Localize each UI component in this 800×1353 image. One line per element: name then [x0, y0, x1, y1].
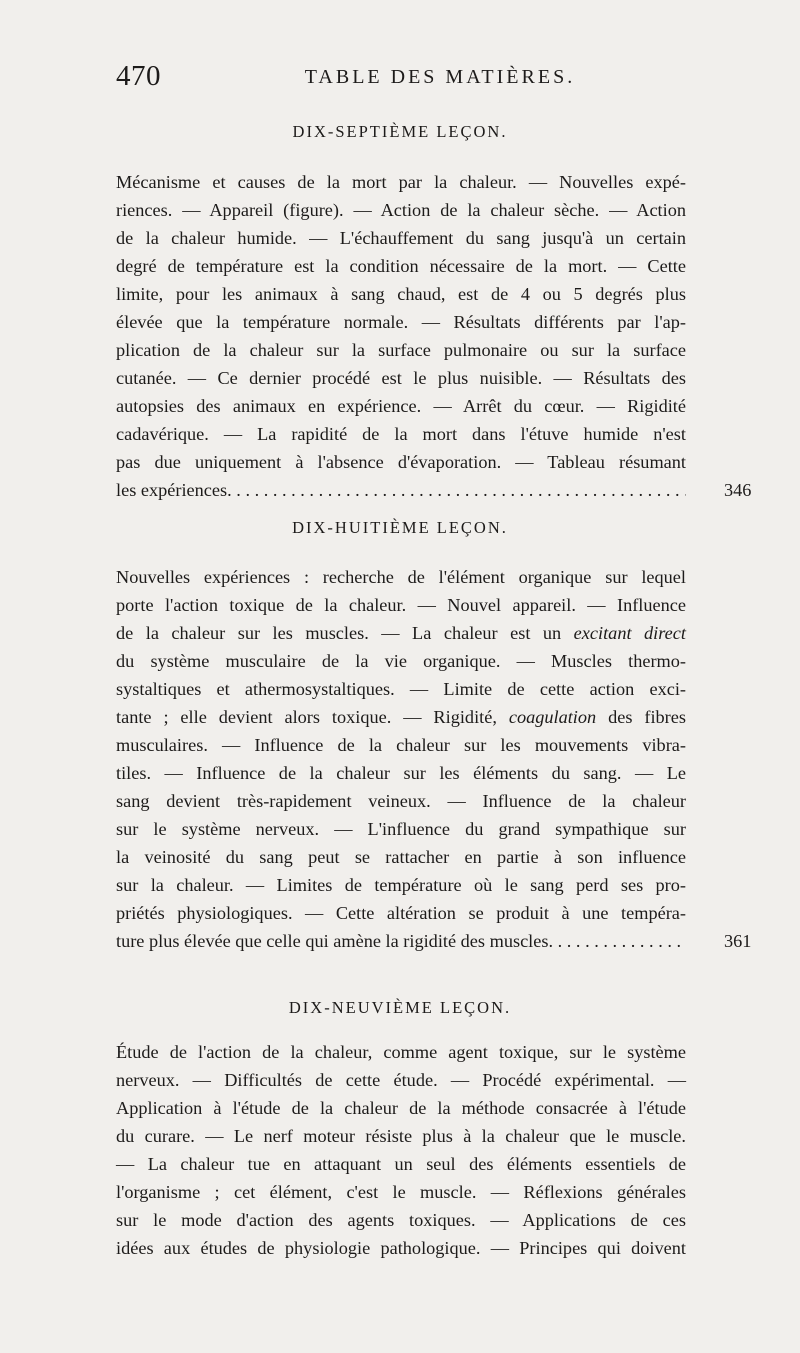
italic-term: coagulation — [508, 707, 597, 727]
lesson-title: DIX-HUITIÈME LEÇON. — [292, 518, 508, 537]
page-number: 470 — [116, 60, 161, 92]
text-line: Étude de l'action de la chaleur, comme agent toxique, sur le système — [116, 1042, 686, 1062]
lesson-summary-19 — [116, 1038, 686, 1262]
page-reference: 361 — [724, 931, 752, 951]
text-line: pas due uniquement à l'absence d'évaporation. — Tableau résumant — [116, 452, 686, 472]
text-line: Nouvelles expériences : recherche de l'élément organique sur lequel — [116, 567, 686, 587]
text-line: de la chaleur humide. — L'échauffement du sang jusqu'à un certain — [116, 228, 686, 248]
text-line-with-leader — [116, 476, 686, 504]
text-line: l'organisme ; cet élément, c'est le muscle. — Réflexions générales — [116, 1182, 686, 1202]
text-line-with-leader — [116, 927, 686, 955]
text-line: tiles. — Influence de la chaleur sur les éléments du sang. — Le — [116, 763, 686, 783]
text-fragment: des fibres — [596, 707, 686, 727]
text-line: autopsies des animaux en expérience. — Arrêt du cœur. — Rigidité — [116, 396, 686, 416]
running-head: TABLE DES MATIÈRES. — [304, 66, 576, 88]
text-line: sur la chaleur. — Limites de température où le sang perd ses pro- — [116, 875, 686, 895]
page-reference: 346 — [724, 480, 752, 500]
text-line: du système musculaire de la vie organique. — Muscles thermo- — [116, 651, 686, 671]
lesson-title: DIX-NEUVIÈME LEÇON. — [288, 998, 512, 1017]
dot-leader — [549, 927, 687, 955]
text-line: sang devient très-rapidement veineux. — Influence de la chaleur — [116, 791, 686, 811]
text-line: systaltiques et athermosystaltiques. — Limite de cette action exci- — [116, 679, 686, 699]
italic-term: excitant direct — [573, 623, 686, 643]
text-fragment: de la chaleur sur les muscles. — La chaleur est un — [116, 623, 574, 643]
text-line: musculaires. — Influence de la chaleur sur les mouvements vibra- — [116, 735, 686, 755]
text-line: Application à l'étude de la chaleur de la méthode consacrée à l'étude — [116, 1098, 686, 1118]
text-line: degré de température est la condition nécessaire de la mort. — Cette — [116, 256, 686, 276]
dot-leader — [227, 476, 686, 504]
lesson-title: DIX-SEPTIÈME LEÇON. — [292, 122, 508, 141]
final-text: les expériences — [116, 480, 228, 500]
lesson-heading-19 — [0, 998, 800, 1018]
text-line: du curare. — Le nerf moteur résiste plus à la chaleur que le muscle. — [116, 1126, 686, 1146]
text-line: cadavérique. — La rapidité de la mort dans l'étuve humide n'est — [116, 424, 686, 444]
text-line: limite, pour les animaux à sang chaud, est de 4 ou 5 degrés plus — [116, 284, 686, 304]
text-line: riences. — Appareil (figure). — Action de la chaleur sèche. — Action — [116, 200, 686, 220]
text-line — [116, 619, 686, 647]
text-line: porte l'action toxique de la chaleur. — Nouvel appareil. — Influence — [116, 595, 686, 615]
lesson-heading-17 — [0, 122, 800, 142]
text-line: la veinosité du sang peut se rattacher en partie à son influence — [116, 847, 686, 867]
text-line: sur le mode d'action des agents toxiques. — Applications de ces — [116, 1210, 686, 1230]
text-line: idées aux études de physiologie pathologique. — Principes qui doivent — [116, 1238, 686, 1258]
lesson-heading-18 — [0, 518, 800, 538]
text-line: plication de la chaleur sur la surface pulmonaire ou sur la surface — [116, 340, 686, 360]
text-line: priétés physiologiques. — Cette altération se produit à une tempéra- — [116, 903, 686, 923]
lesson-summary-17 — [116, 168, 686, 504]
text-line: nerveux. — Difficultés de cette étude. — Procédé expérimental. — — [116, 1070, 686, 1090]
lesson-summary-18 — [116, 563, 686, 955]
text-line: — La chaleur tue en attaquant un seul des éléments essentiels de — [116, 1154, 686, 1174]
text-fragment: tante ; elle devient alors toxique. — Rigidité, — [116, 707, 509, 727]
text-line — [116, 703, 686, 731]
final-text: ture plus élevée que celle qui amène la rigidité des muscles — [116, 931, 549, 951]
text-line: cutanée. — Ce dernier procédé est le plus nuisible. — Résultats des — [116, 368, 686, 388]
text-line: Mécanisme et causes de la mort par la chaleur. — Nouvelles expé- — [116, 172, 686, 192]
text-line: sur le système nerveux. — L'influence du grand sympathique sur — [116, 819, 686, 839]
text-line: élevée que la température normale. — Résultats différents par l'ap- — [116, 312, 686, 332]
